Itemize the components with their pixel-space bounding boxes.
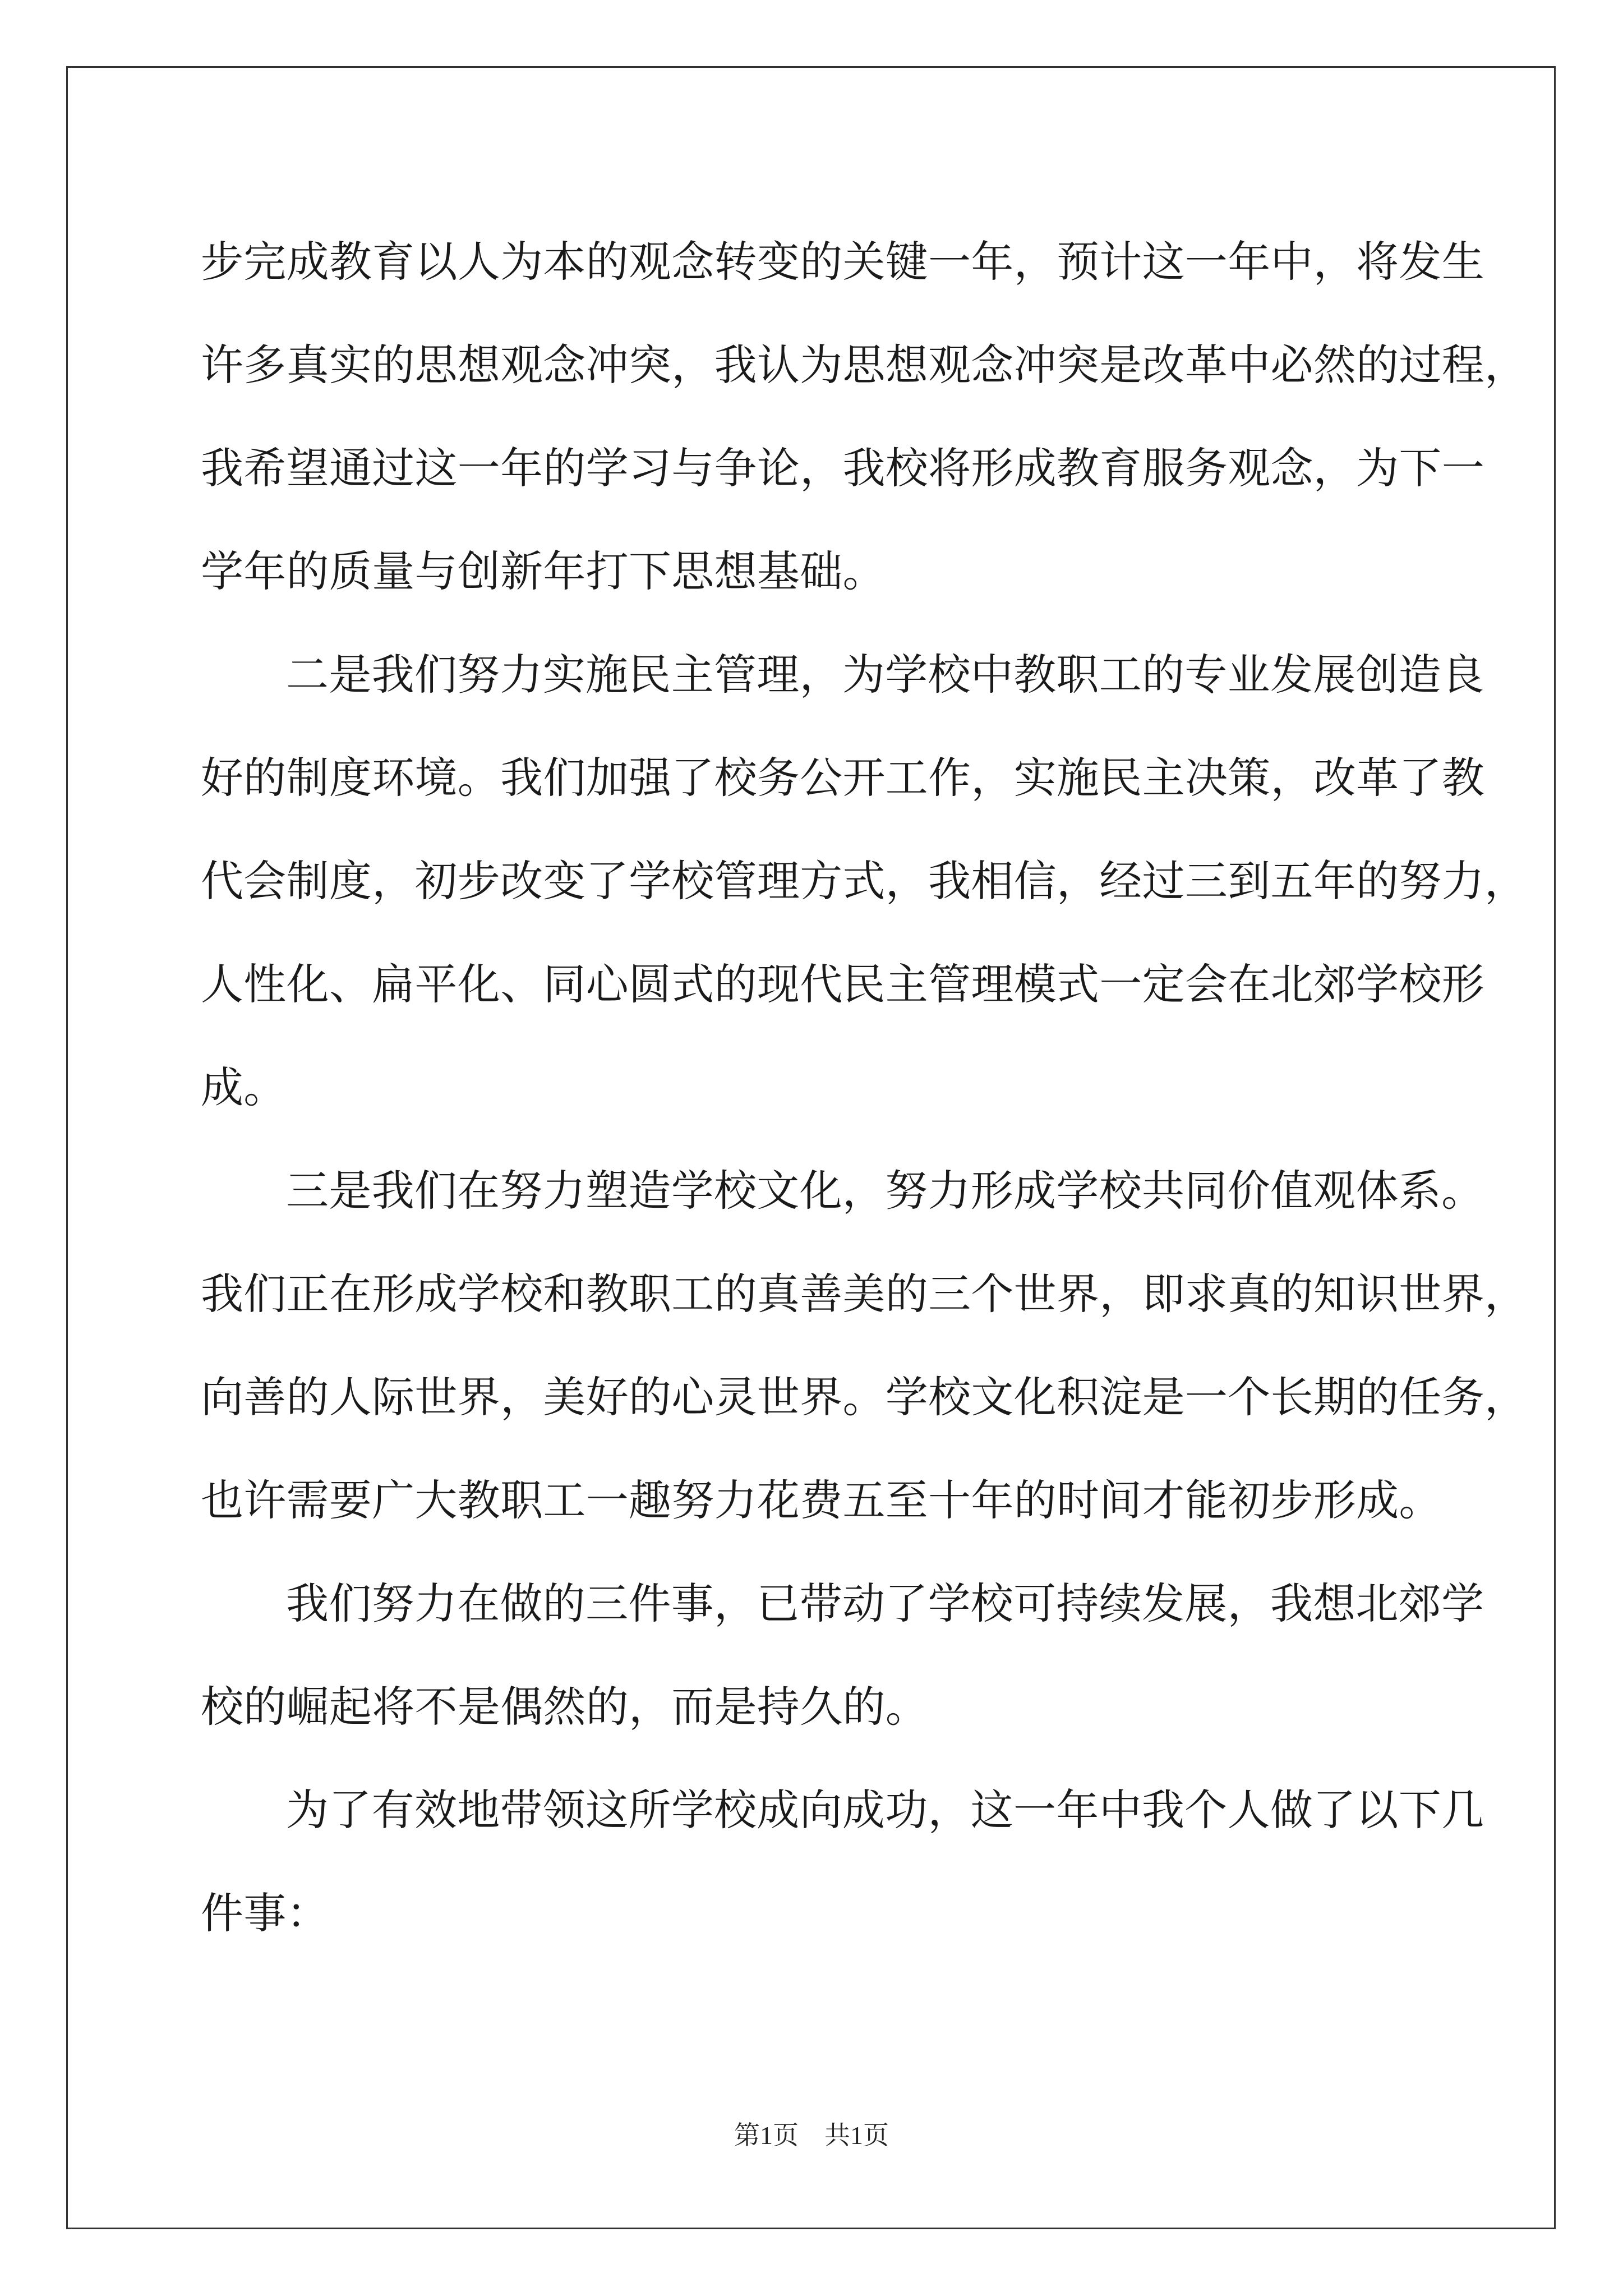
text-line: 我希望通过这一年的学习与争论，我校将形成教育服务观念，为下一: [201, 443, 1484, 493]
text-line: 许多真实的思想观念冲突，我认为思想观念冲突是改革中必然的过程，: [201, 340, 1528, 390]
page-number-footer: 第1页 共1页: [734, 2121, 889, 2150]
paragraph-start-line: 二是我们努力实施民主管理，为学校中教职工的专业发展创造良: [286, 650, 1484, 700]
text-line: 人性化、扁平化、同心圆式的现代民主管理模式一定会在北郊学校形: [201, 959, 1484, 1009]
text-line: 我们正在形成学校和教职工的真善美的三个世界，即求真的知识世界，: [201, 1269, 1528, 1319]
text-line: 学年的质量与创新年打下思想基础。: [201, 546, 886, 596]
text-line: 成。: [201, 1062, 287, 1112]
paragraph-start-line: 我们努力在做的三件事，已带动了学校可持续发展，我想北郊学: [286, 1579, 1484, 1628]
text-line: 步完成教育以人为本的观念转变的关键一年，预计这一年中，将发生: [201, 237, 1484, 287]
paragraph-start-line: 为了有效地带领这所学校成向成功，这一年中我个人做了以下几: [286, 1785, 1484, 1835]
text-line: 也许需要广大教职工一趣努力花费五至十年的时间才能初步形成。: [201, 1475, 1442, 1525]
text-line: 件事：: [201, 1888, 329, 1938]
paragraph-start-line: 三是我们在努力塑造学校文化，努力形成学校共同价值观体系。: [286, 1166, 1484, 1216]
text-line: 校的崛起将不是偶然的，而是持久的。: [201, 1682, 929, 1732]
text-line: 向善的人际世界，美好的心灵世界。学校文化积淀是一个长期的任务，: [201, 1372, 1528, 1422]
text-line: 代会制度，初步改变了学校管理方式，我相信，经过三到五年的努力，: [201, 856, 1528, 906]
text-line: 好的制度环境。我们加强了校务公开工作，实施民主决策，改革了教: [201, 753, 1484, 803]
document-body: [201, 210, 1528, 1965]
